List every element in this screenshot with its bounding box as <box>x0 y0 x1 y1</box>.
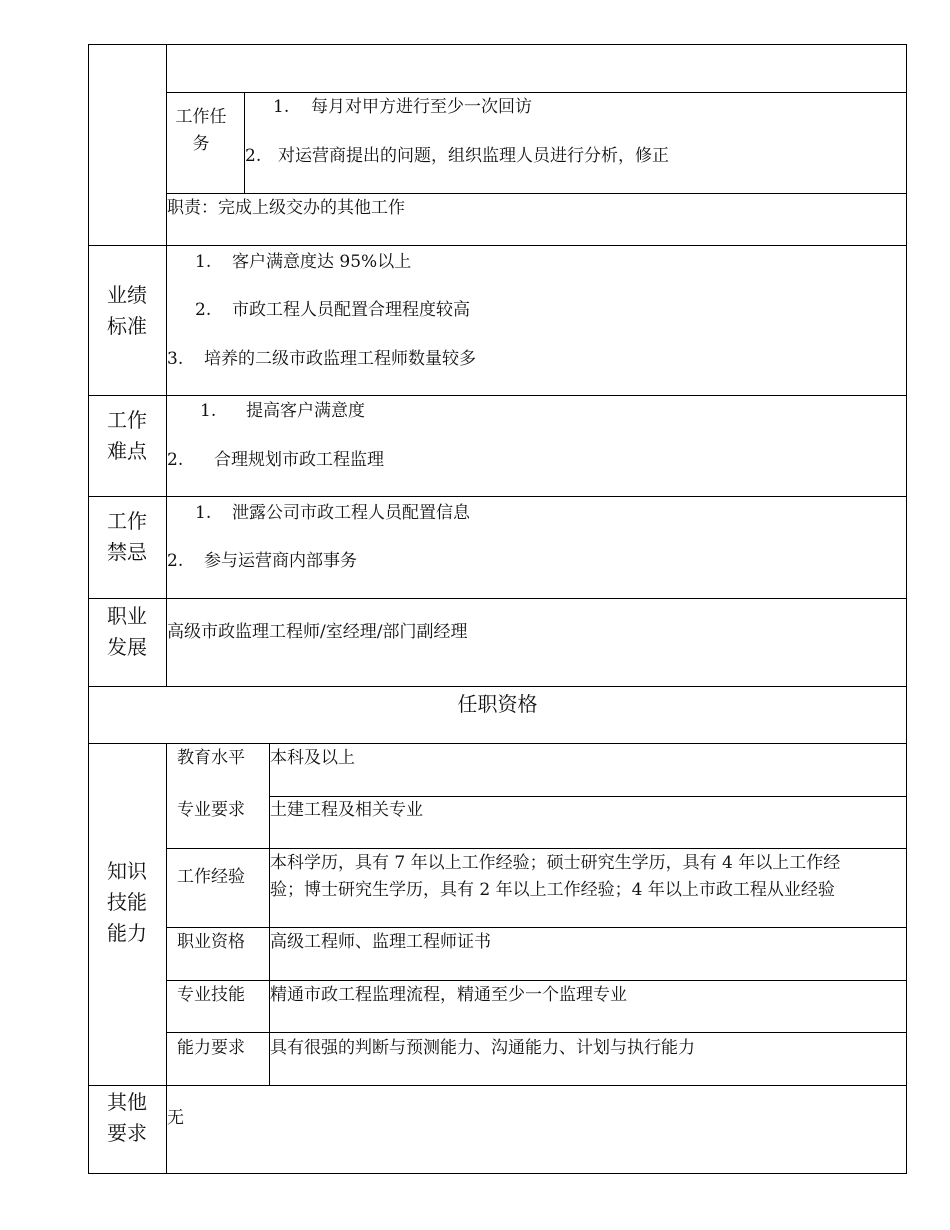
other-text: 无 <box>167 1108 184 1128</box>
perf-3-text: 培养的二级市政监理工程师数量较多 <box>204 349 476 369</box>
other-label: 其他要求 <box>107 1090 147 1145</box>
difficulty-label: 工作难点 <box>107 408 147 463</box>
ability-value: 具有很强的判断与预测能力、沟通能力、计划与执行能力 <box>270 1038 695 1058</box>
education-value: 本科及以上 <box>270 748 355 768</box>
perf-1-num: 1. <box>195 252 212 272</box>
proh-2-num: 2. <box>167 551 184 571</box>
task-1-num: 1. <box>273 97 290 117</box>
work-task-label: 工作任务 <box>175 107 227 154</box>
skill-label: 专业技能 <box>177 985 245 1005</box>
perf-2-text: 市政工程人员配置合理程度较高 <box>232 300 470 320</box>
career-label: 职业发展 <box>107 604 147 659</box>
proh-2-text: 参与运营商内部事务 <box>204 551 357 571</box>
task-2-text: 对运营商提出的问题，组织监理人员进行分析，修正 <box>278 146 669 166</box>
education-label: 教育水平 <box>177 748 245 768</box>
proh-1-num: 1. <box>195 503 212 523</box>
experience-line-1: 本科学历，具有 7 年以上工作经验；硕士研究生学历，具有 4 年以上工作经 <box>270 853 841 873</box>
skill-value: 精通市政工程监理流程，精通至少一个监理专业 <box>270 985 627 1005</box>
prohibition-label: 工作禁忌 <box>107 509 147 564</box>
perf-1-text: 客户满意度达 95%以上 <box>232 252 412 272</box>
diff-1-num: 1. <box>200 401 217 421</box>
diff-1-text: 提高客户满意度 <box>246 401 365 421</box>
certificate-value: 高级工程师、监理工程师证书 <box>270 932 491 952</box>
duty-text: 职责：完成上级交办的其他工作 <box>167 198 405 218</box>
performance-label: 业绩标准 <box>107 283 147 338</box>
experience-line-2: 验；博士研究生学历，具有 2 年以上工作经验；4 年以上市政工程从业经验 <box>270 880 835 900</box>
task-1-text: 每月对甲方进行至少一次回访 <box>311 97 532 117</box>
perf-3-num: 3. <box>167 349 184 369</box>
knowledge-skill-label: 知识技能能力 <box>107 859 147 945</box>
diff-2-text: 合理规划市政工程监理 <box>214 450 384 470</box>
task-2-num: 2. <box>245 146 262 166</box>
proh-1-text: 泄露公司市政工程人员配置信息 <box>232 503 470 523</box>
experience-label: 工作经验 <box>177 867 245 887</box>
major-label: 专业要求 <box>177 800 245 820</box>
diff-2-num: 2. <box>167 450 184 470</box>
major-value: 土建工程及相关专业 <box>270 800 423 820</box>
ability-label: 能力要求 <box>177 1038 245 1058</box>
qualifications-title: 任职资格 <box>457 692 538 716</box>
career-text: 高级市政监理工程师/室经理/部门副经理 <box>167 622 468 642</box>
certificate-label: 职业资格 <box>177 932 245 952</box>
perf-2-num: 2. <box>195 300 212 320</box>
